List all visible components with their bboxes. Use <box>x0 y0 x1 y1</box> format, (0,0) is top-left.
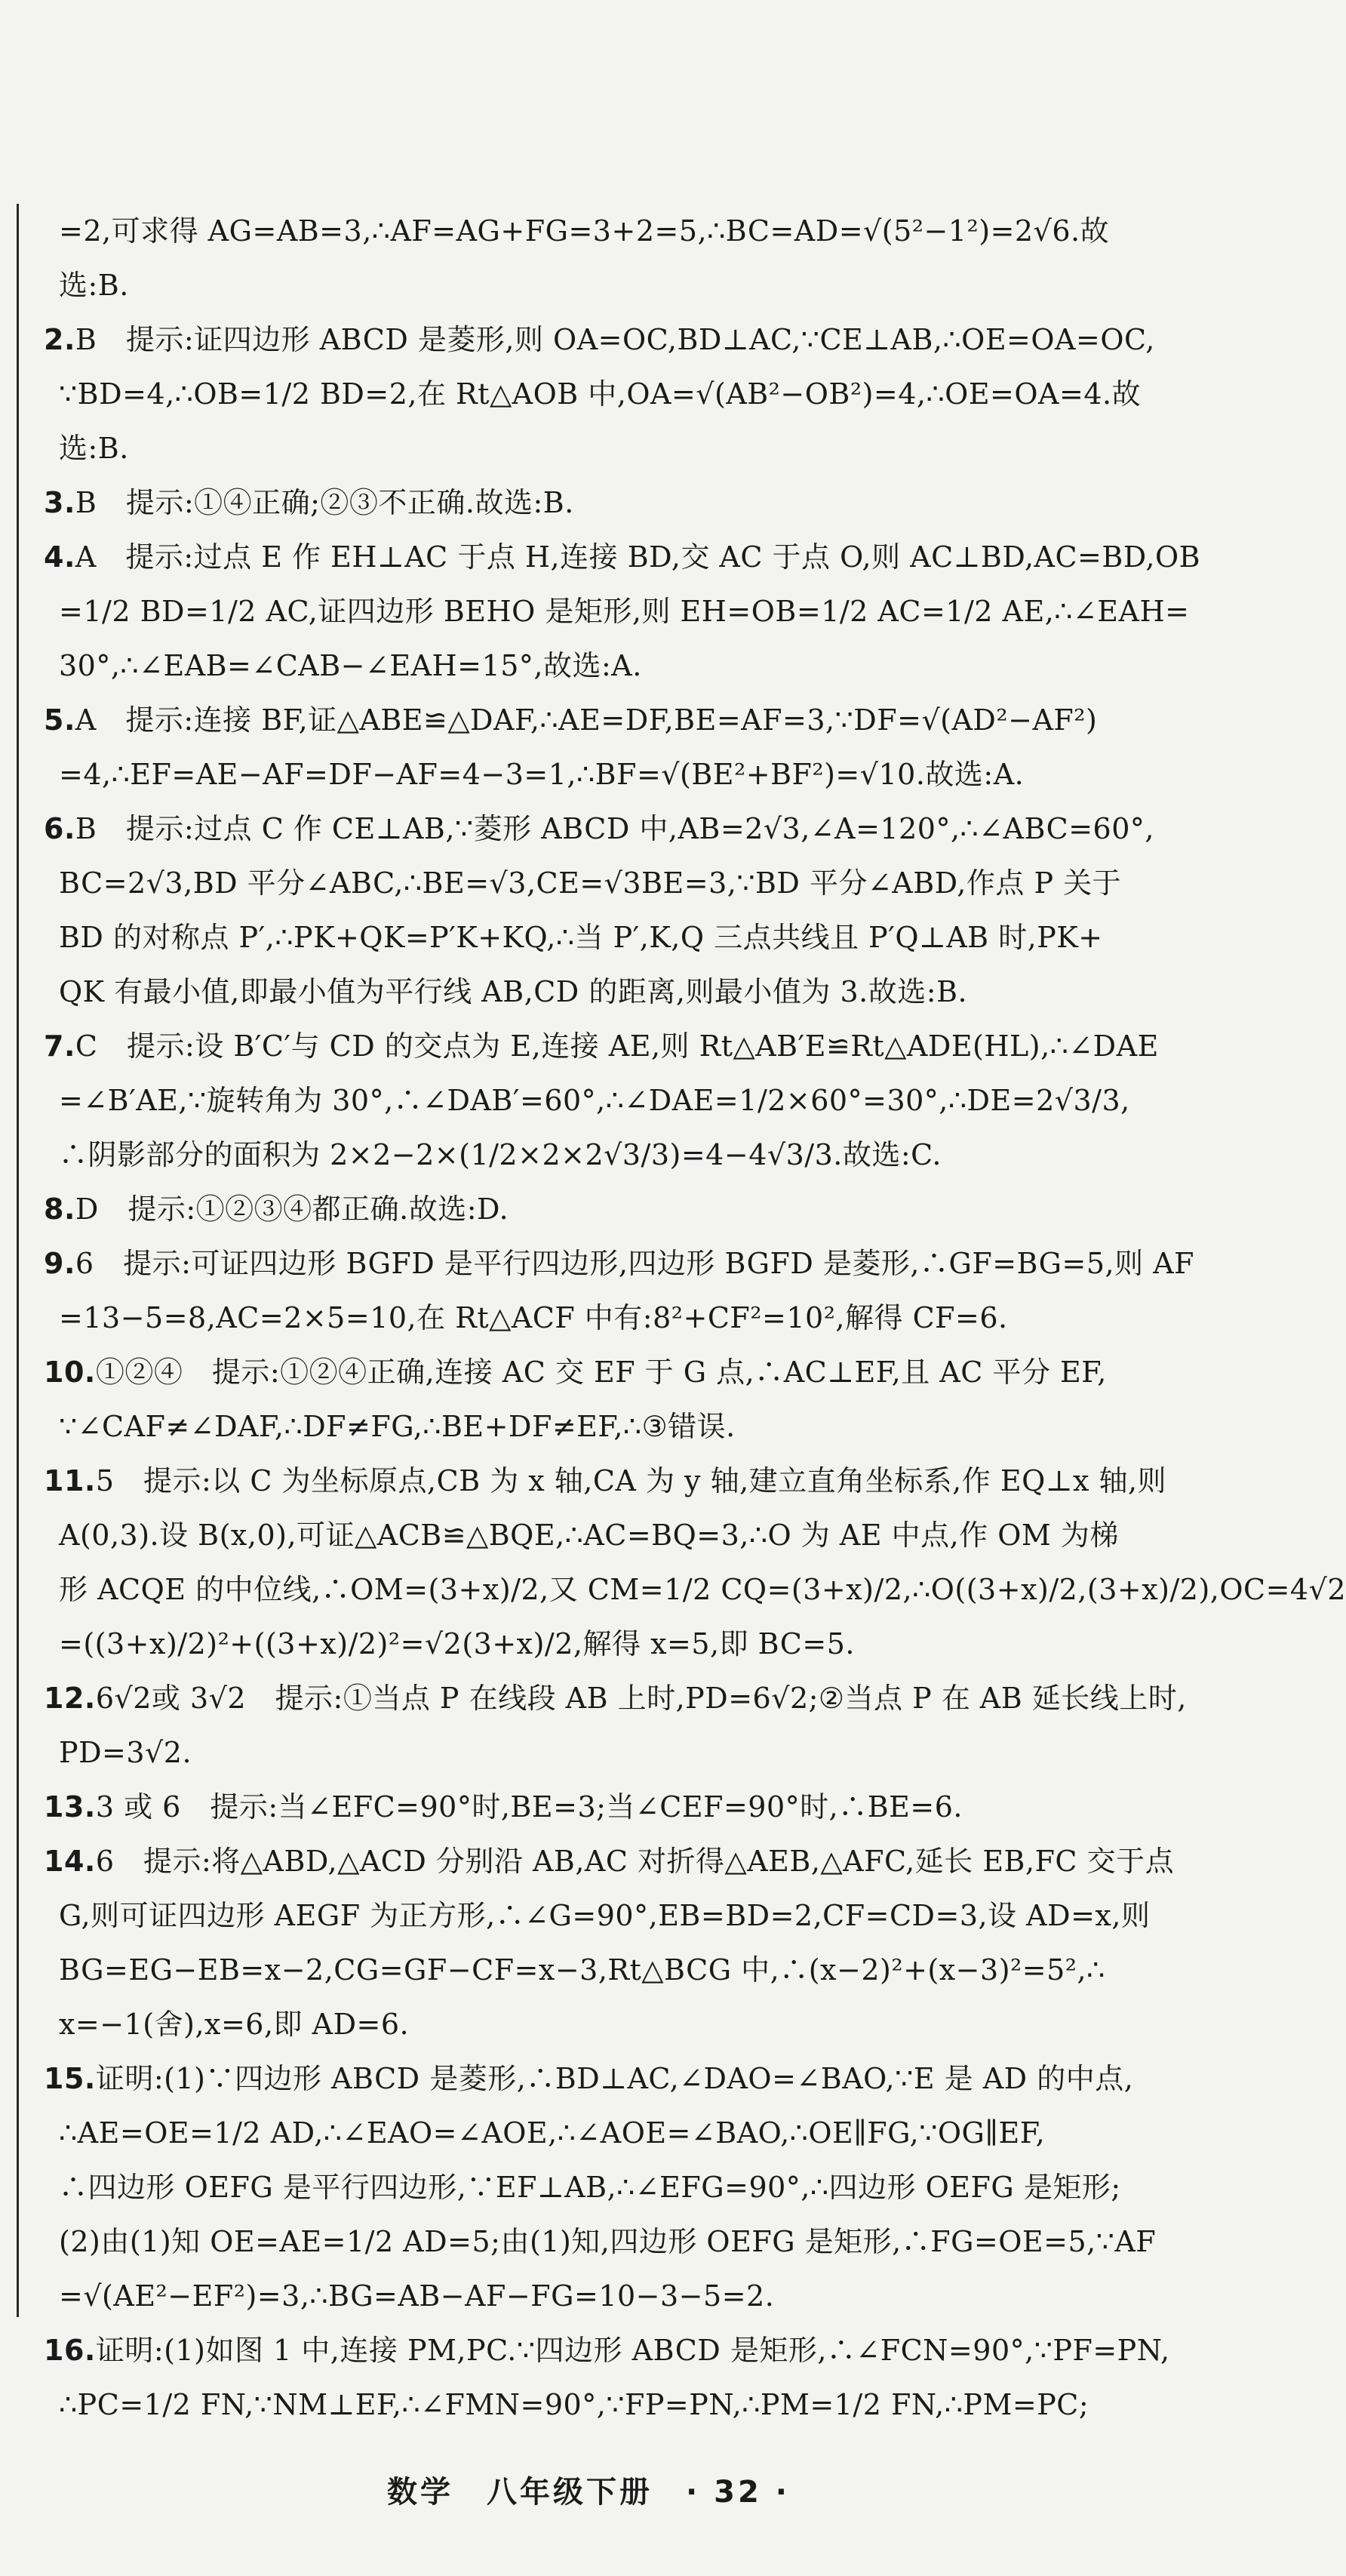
answer-line <box>44 1454 1167 1508</box>
answer-line <box>44 747 1147 802</box>
answer-line <box>44 2269 1147 2323</box>
answer-line <box>44 2160 1147 2214</box>
answer-item <box>44 2323 1170 2432</box>
answer-text: BC=2√3,BD 平分∠ABC,∴BE=√3,CE=√3BE=3,∵BD 平分∠ABD,作点 P 关于 <box>59 866 1122 900</box>
answer-line <box>44 2323 1170 2377</box>
answer-text: =((3+x)/2)²+((3+x)/2)²=√2(3+x)/2,解得 x=5,即 BC=5. <box>59 1627 855 1660</box>
question-number: 11. <box>44 1464 96 1497</box>
answer-text: C 提示:设 B′C′与 CD 的交点为 E,连接 AE,则 Rt△AB′E≌Rt△ADE(HL),∴∠DAE <box>75 1029 1159 1063</box>
answer-item <box>44 312 1155 475</box>
question-number: 4. <box>44 540 75 574</box>
answer-line <box>44 367 1147 421</box>
answer-line <box>44 1236 1195 1291</box>
answer-item <box>44 1345 1147 1454</box>
answer-item <box>44 1182 1147 1236</box>
answer-line <box>44 639 1147 693</box>
answer-text: ∴PC=1/2 FN,∵NM⊥EF,∴∠FMN=90°,∵FP=PN,∴PM=1/2 FN,∴PM=PC; <box>59 2388 1089 2421</box>
answer-line <box>44 2214 1157 2269</box>
answer-line <box>44 910 1147 965</box>
answer-text: ∴阴影部分的面积为 2×2−2×(1/2×2×2√3/3)=4−4√3/3.故选:C. <box>59 1138 942 1171</box>
answer-line <box>44 1019 1159 1073</box>
question-number: 10. <box>44 1356 96 1389</box>
answer-line <box>44 584 1190 639</box>
answer-text: 6 提示:可证四边形 BGFD 是平行四边形,四边形 BGFD 是菱形,∴GF=BG=5,则 AF <box>75 1247 1195 1280</box>
answer-text: ①②④ 提示:①②④正确,连接 AC 交 EF 于 G 点,∴AC⊥EF,且 AC 平分 EF, <box>95 1356 1107 1389</box>
question-number: 2. <box>44 323 75 356</box>
answer-text: x=−1(舍),x=6,即 AD=6. <box>59 2008 410 2041</box>
answer-item <box>44 204 1147 312</box>
answer-item <box>44 1834 1175 2051</box>
answer-item <box>44 1236 1195 1345</box>
question-number: 5. <box>44 703 75 737</box>
answer-text: ∵BD=4,∴OB=1/2 BD=2,在 Rt△AOB 中,OA=√(AB²−OB²)=4,∴OE=OA=4.故 <box>59 377 1142 411</box>
answer-line <box>44 530 1201 584</box>
answer-line <box>44 1725 1147 1780</box>
answer-item <box>44 1454 1346 1671</box>
answer-line <box>44 1780 1147 1834</box>
answer-text: 30°,∴∠EAB=∠CAB−∠EAH=15°,故选:A. <box>59 649 642 682</box>
answer-item <box>44 1019 1159 1182</box>
answer-line <box>44 1888 1151 1943</box>
answer-line <box>44 1834 1175 1888</box>
answer-text: ∴AE=OE=1/2 AD,∴∠EAO=∠AOE,∴∠AOE=∠BAO,∴OE∥FG,∵OG∥EF, <box>59 2116 1046 2150</box>
answer-item <box>44 530 1201 693</box>
answer-line <box>44 1943 1147 1997</box>
answer-line <box>44 204 1147 258</box>
answer-line <box>44 1997 1147 2051</box>
answer-item <box>44 802 1154 1019</box>
question-number: 8. <box>44 1193 75 1226</box>
answer-item <box>44 1780 1147 1834</box>
answer-text: 6√2或 3√2 提示:①当点 P 在线段 AB 上时,PD=6√2;②当点 P 在 AB 延长线上时, <box>95 1682 1187 1715</box>
answer-text: =1/2 BD=1/2 AC,证四边形 BEHO 是矩形,则 EH=OB=1/2 AC=1/2 AE,∴∠EAH= <box>59 595 1190 628</box>
answer-text: =4,∴EF=AE−AF=DF−AF=4−3=1,∴BF=√(BE²+BF²)=√10.故选:A. <box>59 758 1025 791</box>
answer-item <box>44 475 1147 530</box>
answer-text: B 提示:过点 C 作 CE⊥AB,∵菱形 ABCD 中,AB=2√3,∠A=120°,∴∠ABC=60°, <box>75 812 1154 845</box>
answer-text: A 提示:连接 BF,证△ABE≌△DAF,∴AE=DF,BE=AF=3,∵DF=√(AD²−AF²) <box>75 703 1098 737</box>
answer-line <box>44 421 1147 475</box>
answer-line <box>44 1671 1187 1725</box>
question-number: 15. <box>44 2062 96 2095</box>
answer-text: 证明:(1)如图 1 中,连接 PM,PC.∵四边形 ABCD 是矩形,∴∠FCN=90°,∵PF=PN, <box>95 2334 1170 2367</box>
answer-text: 选:B. <box>59 432 129 465</box>
answer-line <box>44 475 1147 530</box>
question-number: 12. <box>44 1682 96 1715</box>
answer-line <box>44 1345 1147 1399</box>
answer-text: =∠B′AE,∵旋转角为 30°,∴∠DAB′=60°,∴∠DAE=1/2×60°=30°,∴DE=2√3/3, <box>59 1084 1130 1117</box>
answer-text: B 提示:证四边形 ABCD 是菱形,则 OA=OC,BD⊥AC,∵CE⊥AB,∴OE=OA=OC, <box>75 323 1155 356</box>
answer-line <box>44 693 1147 747</box>
answer-line <box>44 1399 1147 1454</box>
answer-text: ∵∠CAF≠∠DAF,∴DF≠FG,∴BE+DF≠EF,∴③错误. <box>59 1410 736 1443</box>
answer-line <box>44 965 1147 1019</box>
answer-text: A 提示:过点 E 作 EH⊥AC 于点 H,连接 BD,交 AC 于点 O,则 AC⊥BD,AC=BD,OB <box>75 540 1201 574</box>
answer-line <box>44 802 1154 856</box>
answer-text: =√(AE²−EF²)=3,∴BG=AB−AF−FG=10−3−5=2. <box>59 2279 775 2313</box>
answer-text: 选:B. <box>59 269 129 302</box>
question-number: 9. <box>44 1247 75 1280</box>
answer-text: A(0,3).设 B(x,0),可证△ACB≌△BQE,∴AC=BQ=3,∴O 为 AE 中点,作 OM 为梯 <box>59 1519 1119 1552</box>
answer-line <box>44 1073 1147 1128</box>
answer-text: 形 ACQE 的中位线,∴OM=(3+x)/2,又 CM=1/2 CQ=(3+x)/2,∴O((3+x)/2,(3+x)/2),OC=4√2 <box>59 1573 1346 1606</box>
answer-content <box>44 204 1346 2432</box>
answer-text: D 提示:①②③④都正确.故选:D. <box>75 1193 509 1226</box>
question-number: 14. <box>44 1845 96 1878</box>
answer-text: ∴四边形 OEFG 是平行四边形,∵EF⊥AB,∴∠EFG=90°,∴四边形 OEFG 是矩形; <box>59 2171 1121 2204</box>
answer-text: QK 有最小值,即最小值为平行线 AB,CD 的距离,则最小值为 3.故选:B. <box>59 975 968 1008</box>
answer-line <box>44 1508 1147 1562</box>
answer-item <box>44 2051 1157 2323</box>
answer-text: 6 提示:将△ABD,△ACD 分别沿 AB,AC 对折得△AEB,△AFC,延长 EB,FC 交于点 <box>95 1845 1175 1878</box>
question-number: 13. <box>44 1790 96 1824</box>
answer-line <box>44 2051 1147 2106</box>
answer-line <box>44 1617 1147 1671</box>
answer-text: BD 的对称点 P′,∴PK+QK=P′K+KQ,∴当 P′,K,Q 三点共线且 P′Q⊥AB 时,PK+ <box>59 921 1103 954</box>
answer-line <box>44 1291 1147 1345</box>
answer-line <box>44 1562 1346 1617</box>
answer-item <box>44 693 1147 802</box>
question-number: 3. <box>44 486 75 519</box>
answer-text: 3 或 6 提示:当∠EFC=90°时,BE=3;当∠CEF=90°时,∴BE=6. <box>95 1790 963 1824</box>
answer-text: B 提示:①④正确;②③不正确.故选:B. <box>75 486 574 519</box>
answer-text: =13−5=8,AC=2×5=10,在 Rt△ACF 中有:8²+CF²=10²,解得 CF=6. <box>59 1301 1008 1334</box>
answer-line <box>44 2377 1147 2432</box>
answer-line <box>44 1182 1147 1236</box>
answer-text: (2)由(1)知 OE=AE=1/2 AD=5;由(1)知,四边形 OEFG 是矩形,∴FG=OE=5,∵AF <box>59 2225 1157 2258</box>
answer-line <box>44 2106 1147 2160</box>
answer-text: BG=EG−EB=x−2,CG=GF−CF=x−3,Rt△BCG 中,∴(x−2)²+(x−3)²=5²,∴ <box>59 1953 1105 1987</box>
answer-line <box>44 856 1147 910</box>
answer-text: G,则可证四边形 AEGF 为正方形,∴∠G=90°,EB=BD=2,CF=CD=3,设 AD=x,则 <box>59 1899 1151 1932</box>
answer-text: PD=3√2. <box>59 1736 192 1769</box>
answer-line <box>44 258 1147 312</box>
answer-text: 5 提示:以 C 为坐标原点,CB 为 x 轴,CA 为 y 轴,建立直角坐标系,作 EQ⊥x 轴,则 <box>95 1464 1167 1497</box>
question-number: 6. <box>44 812 75 845</box>
answer-item <box>44 1671 1187 1780</box>
answer-text: 证明:(1)∵四边形 ABCD 是菱形,∴BD⊥AC,∠DAO=∠BAO,∵E 是 AD 的中点, <box>95 2062 1134 2095</box>
left-margin-rule <box>17 204 19 2317</box>
page-footer: 数学 八年级下册 · 32 · <box>387 2475 790 2510</box>
answer-line <box>44 1128 1147 1182</box>
answer-text: =2,可求得 AG=AB=3,∴AF=AG+FG=3+2=5,∴BC=AD=√(5²−1²)=2√6.故 <box>59 214 1110 248</box>
question-number: 7. <box>44 1029 75 1063</box>
answer-line <box>44 312 1155 367</box>
question-number: 16. <box>44 2334 96 2367</box>
